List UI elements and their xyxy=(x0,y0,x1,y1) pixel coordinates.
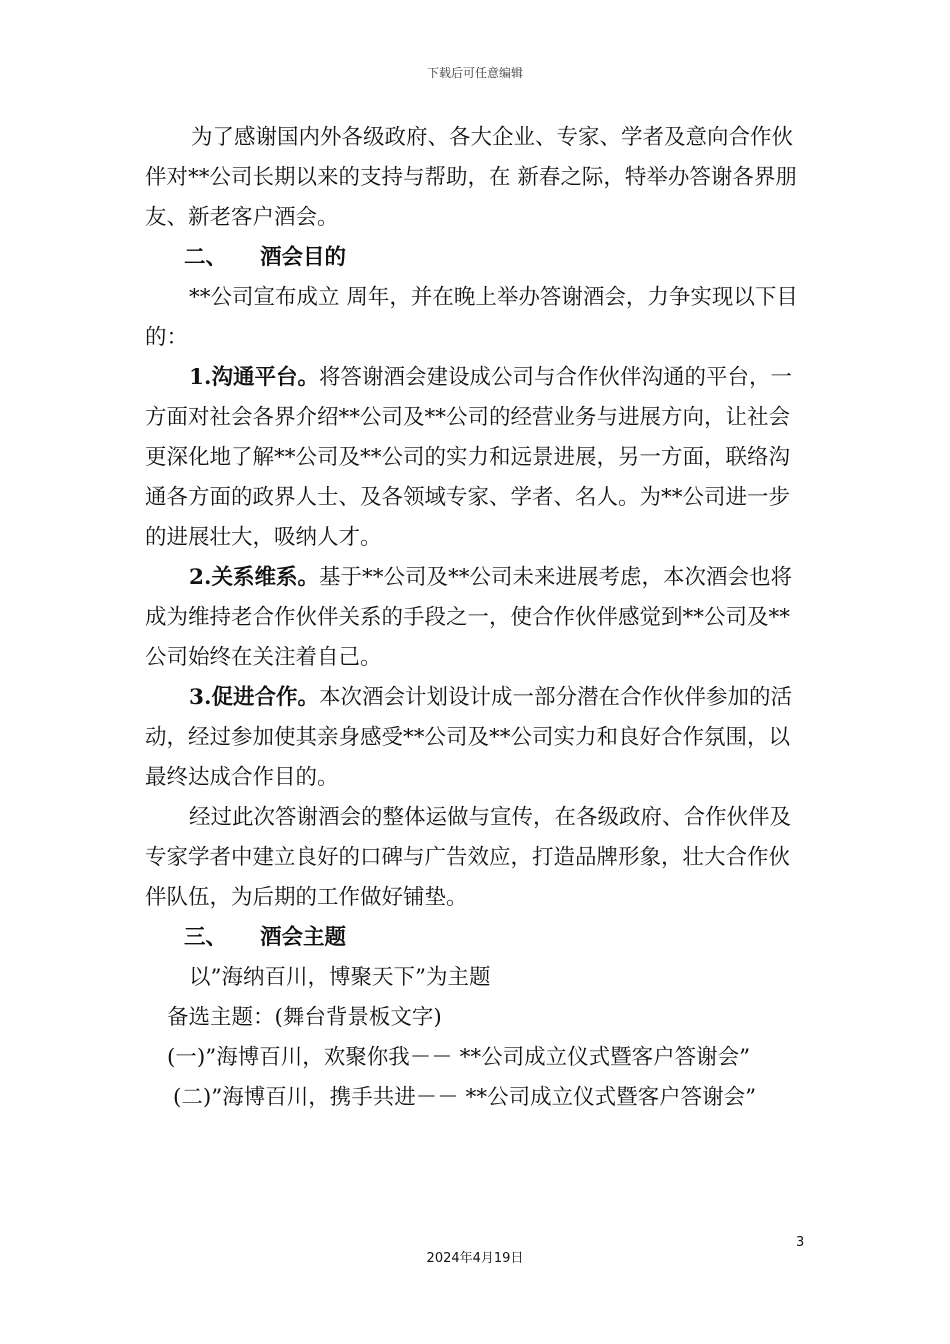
intro-paragraph: 为了感谢国内外各级政府、各大企业、专家、学者及意向合作伙伴对**公司长期以来的支持与帮助，在 新春之际，特举办答谢各界朋友、新老客户酒会。 xyxy=(145,125,797,230)
page-header: 下载后可任意编辑 xyxy=(426,66,523,80)
item-text: 基于**公司及**公司未来进展考虑，本次酒会也将成为维持老合作伙伴关系的手段之一，使合作伙伴感觉到**公司及**公司始终在关注着自己。 xyxy=(145,565,792,670)
alt-theme-1: (一)”海博百川，欢聚你我－－ **公司成立仪式暨客户答谢会” xyxy=(167,1045,751,1070)
purpose-item-1 xyxy=(145,358,810,558)
summary-paragraph: 经过此次答谢酒会的整体运做与宣传，在各级政府、合作伙伴及专家学者中建立良好的口碑与广告效应，打造品牌形象，壮大合作伙伴队伍，为后期的工作做好铺垫。 xyxy=(145,805,792,910)
page-number: 3 xyxy=(796,1235,805,1250)
section-number: 二、 xyxy=(184,245,228,270)
purpose-item-3 xyxy=(145,678,810,798)
section-number: 三、 xyxy=(184,925,228,950)
alt-theme-label: 备选主题：(舞台背景板文字) xyxy=(167,1005,442,1030)
section-heading-theme xyxy=(145,918,810,958)
item-text: 将答谢酒会建设成公司与合作伙伴沟通的平台，一方面对社会各界介绍**公司及**公司的经营业务与进展方向，让社会更深化地了解**公司及**公司的实力和远景进展，另一方面，联络沟通各方面的政界人士、及各领域专家、学者、名人。为**公司进一步的进展壮大，吸纳人才。 xyxy=(145,365,792,550)
document-body xyxy=(145,118,810,1118)
item-label: 1.沟通平台。 xyxy=(189,365,319,390)
item-text: 本次酒会计划设计成一部分潜在合作伙伴参加的活动，经过参加使其亲身感受**公司及**公司实力和良好合作氛围，以最终达成合作目的。 xyxy=(145,685,792,790)
item-label: 2.关系维系。 xyxy=(189,565,319,590)
page-footer-date: 2024年4月19日 xyxy=(426,1251,524,1266)
section-title: 酒会主题 xyxy=(260,925,347,950)
item-label: 3.促进合作。 xyxy=(189,685,319,710)
alt-theme-2: (二)”海博百川，携手共进－－ **公司成立仪式暨客户答谢会” xyxy=(173,1085,757,1110)
purpose-intro: **公司宣布成立 周年，并在晚上举办答谢酒会，力争实现以下目的： xyxy=(145,285,798,350)
purpose-item-2 xyxy=(145,558,810,678)
section-heading-purpose xyxy=(145,238,810,278)
theme-line: 以”海纳百川，博聚天下”为主题 xyxy=(189,965,491,990)
section-title: 酒会目的 xyxy=(260,245,347,270)
